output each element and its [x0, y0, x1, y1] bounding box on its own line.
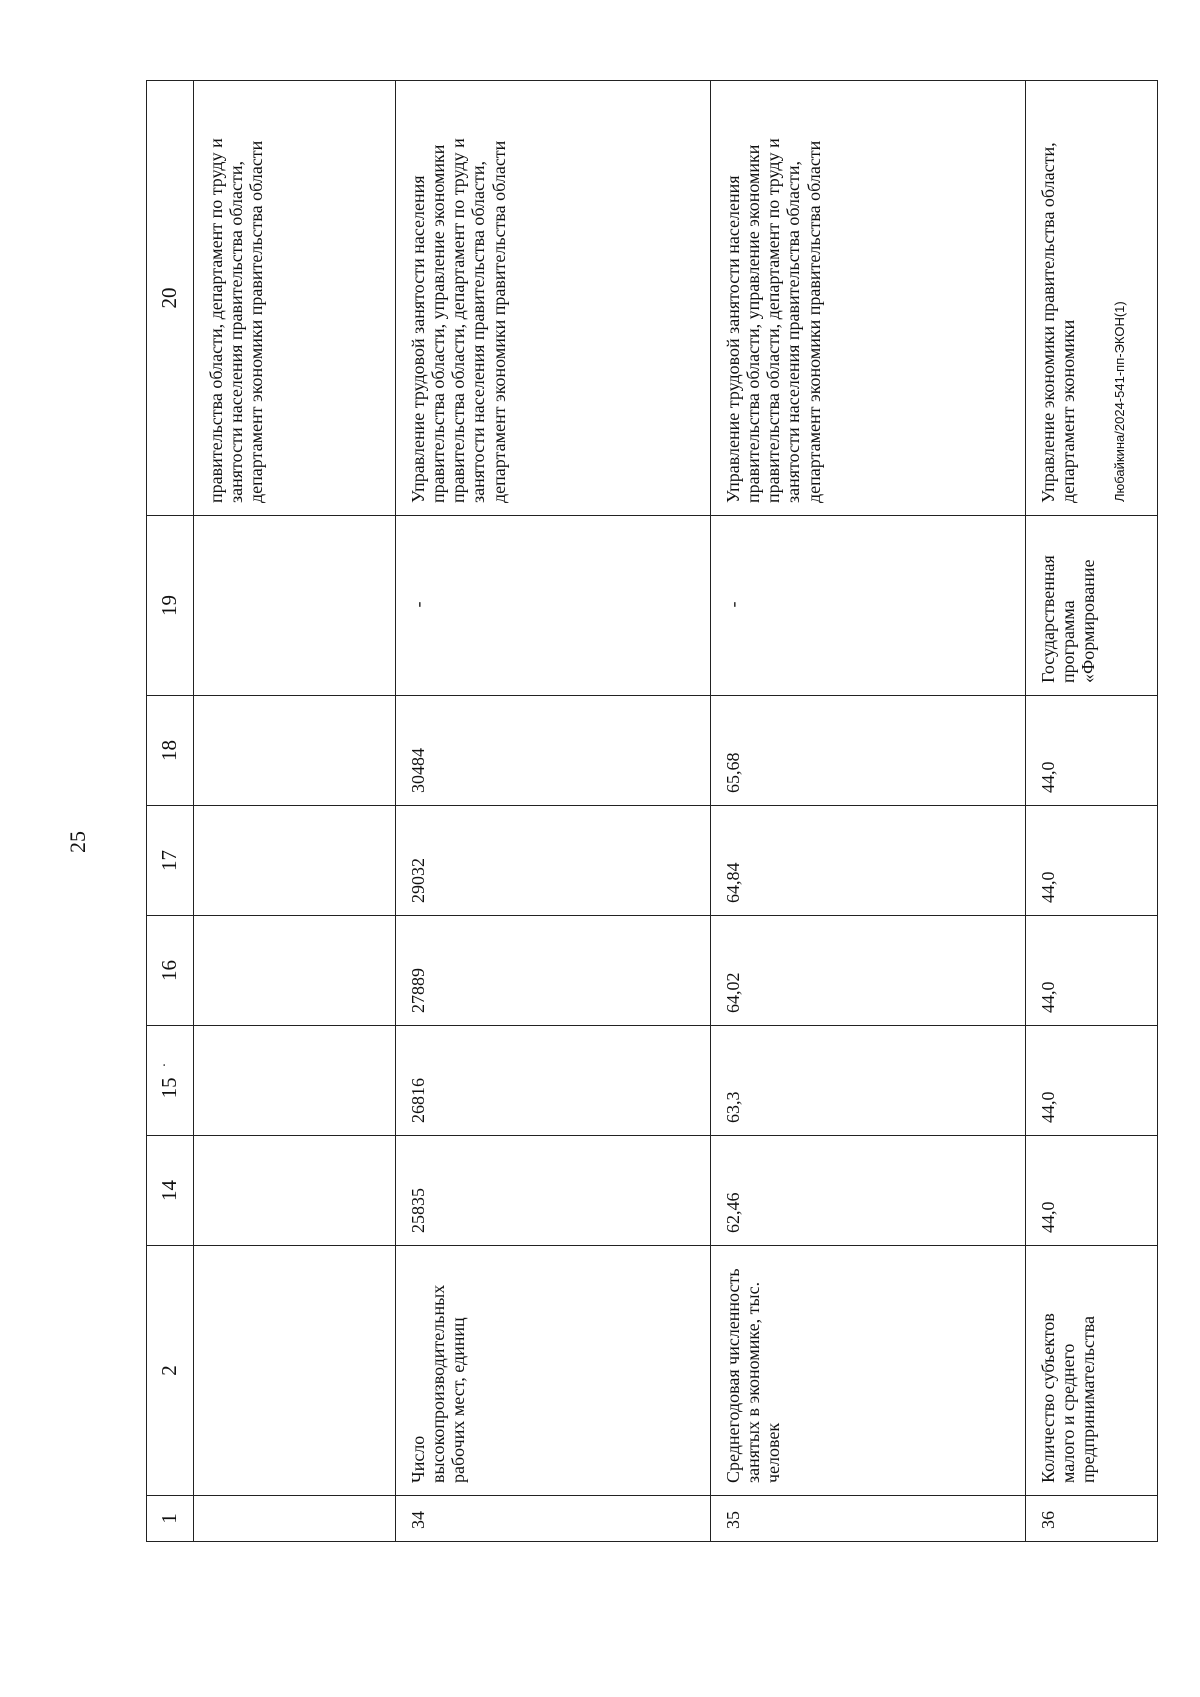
- header-col-18: 18: [147, 696, 194, 806]
- cell-col-15: 63,3: [711, 1026, 1026, 1136]
- cell-col-17: [194, 806, 396, 916]
- cell-col-14: 25835: [396, 1136, 711, 1246]
- cell-col-18: 44,0: [1026, 696, 1158, 806]
- cell-col-15: 44,0: [1026, 1026, 1158, 1136]
- cell-col-14: [194, 1136, 396, 1246]
- header-col-20: 20: [147, 81, 194, 516]
- cell-col-16: 44,0: [1026, 916, 1158, 1026]
- cell-col-19: -: [396, 516, 711, 696]
- cell-col-1: 34: [396, 1496, 711, 1542]
- cell-col-15: [194, 1026, 396, 1136]
- cell-col-14: 44,0: [1026, 1136, 1158, 1246]
- table-row: [1026, 81, 1158, 1542]
- header-col-14: 14: [147, 1136, 194, 1246]
- cell-col-2: Число высокопроизводительных рабочих мест, единиц: [396, 1246, 711, 1496]
- cell-col-17: 64,84: [711, 806, 1026, 916]
- cell-col-18: 30484: [396, 696, 711, 806]
- rotated-table: [146, 81, 1099, 1542]
- header-col-2: 2: [147, 1246, 194, 1496]
- cell-col-19: -: [711, 516, 1026, 696]
- header-col-17: 17: [147, 806, 194, 916]
- cell-col-16: 64,02: [711, 916, 1026, 1026]
- cell-col-19: Государственная программа «Формирование: [1026, 516, 1158, 696]
- table-row: [194, 81, 396, 1542]
- header-col-15-label: 15: [157, 1077, 182, 1099]
- header-col-1: 1: [147, 1496, 194, 1542]
- cell-col-1: 35: [711, 1496, 1026, 1542]
- cell-col-20: правительства области, департамент по труду и занятости населения правительства области, департамент экономики правительства области: [194, 81, 396, 516]
- indicators-table: [146, 80, 1158, 1542]
- table-header-row: [147, 81, 194, 1542]
- cell-col-2: Среднегодовая численность занятых в экономике, тыс. человек: [711, 1246, 1026, 1496]
- table-row: [396, 81, 711, 1542]
- document-code: Любайкина/2024-541-пп-ЭКОН(1): [1112, 301, 1127, 503]
- cell-col-2: Количество субъектов малого и среднего предпринимательства: [1026, 1246, 1158, 1496]
- cell-col-16: 27889: [396, 916, 711, 1026]
- cell-col-16: [194, 916, 396, 1026]
- cell-col-18: [194, 696, 396, 806]
- cell-col-17: 44,0: [1026, 806, 1158, 916]
- cell-col-2: [194, 1246, 396, 1496]
- header-col-19: 19: [147, 516, 194, 696]
- cell-col-15: 26816: [396, 1026, 711, 1136]
- cell-col-14: 62,46: [711, 1136, 1026, 1246]
- header-col-15: [147, 1026, 194, 1136]
- cell-col-20: Управление трудовой занятости населения правительства области, управление экономики правительства области, департамент по труду и занятости населения правительства области, департамент экономики правительства области: [396, 81, 711, 516]
- page-number: 25: [65, 831, 90, 853]
- cell-col-1: 36: [1026, 1496, 1158, 1542]
- cell-col-20: Управление экономики правительства области, департамент экономики: [1026, 81, 1158, 516]
- cell-col-19: [194, 516, 396, 696]
- cell-col-20: Управление трудовой занятости населения правительства области, управление экономики правительства области, департамент по труду и занятости населения правительства области, департамент экономики правительства области: [711, 81, 1026, 516]
- cell-col-18: 65,68: [711, 696, 1026, 806]
- header-col-15-mark: ·: [158, 1062, 174, 1068]
- cell-col-1: [194, 1496, 396, 1542]
- cell-col-17: 29032: [396, 806, 711, 916]
- table-row: [711, 81, 1026, 1542]
- header-col-16: 16: [147, 916, 194, 1026]
